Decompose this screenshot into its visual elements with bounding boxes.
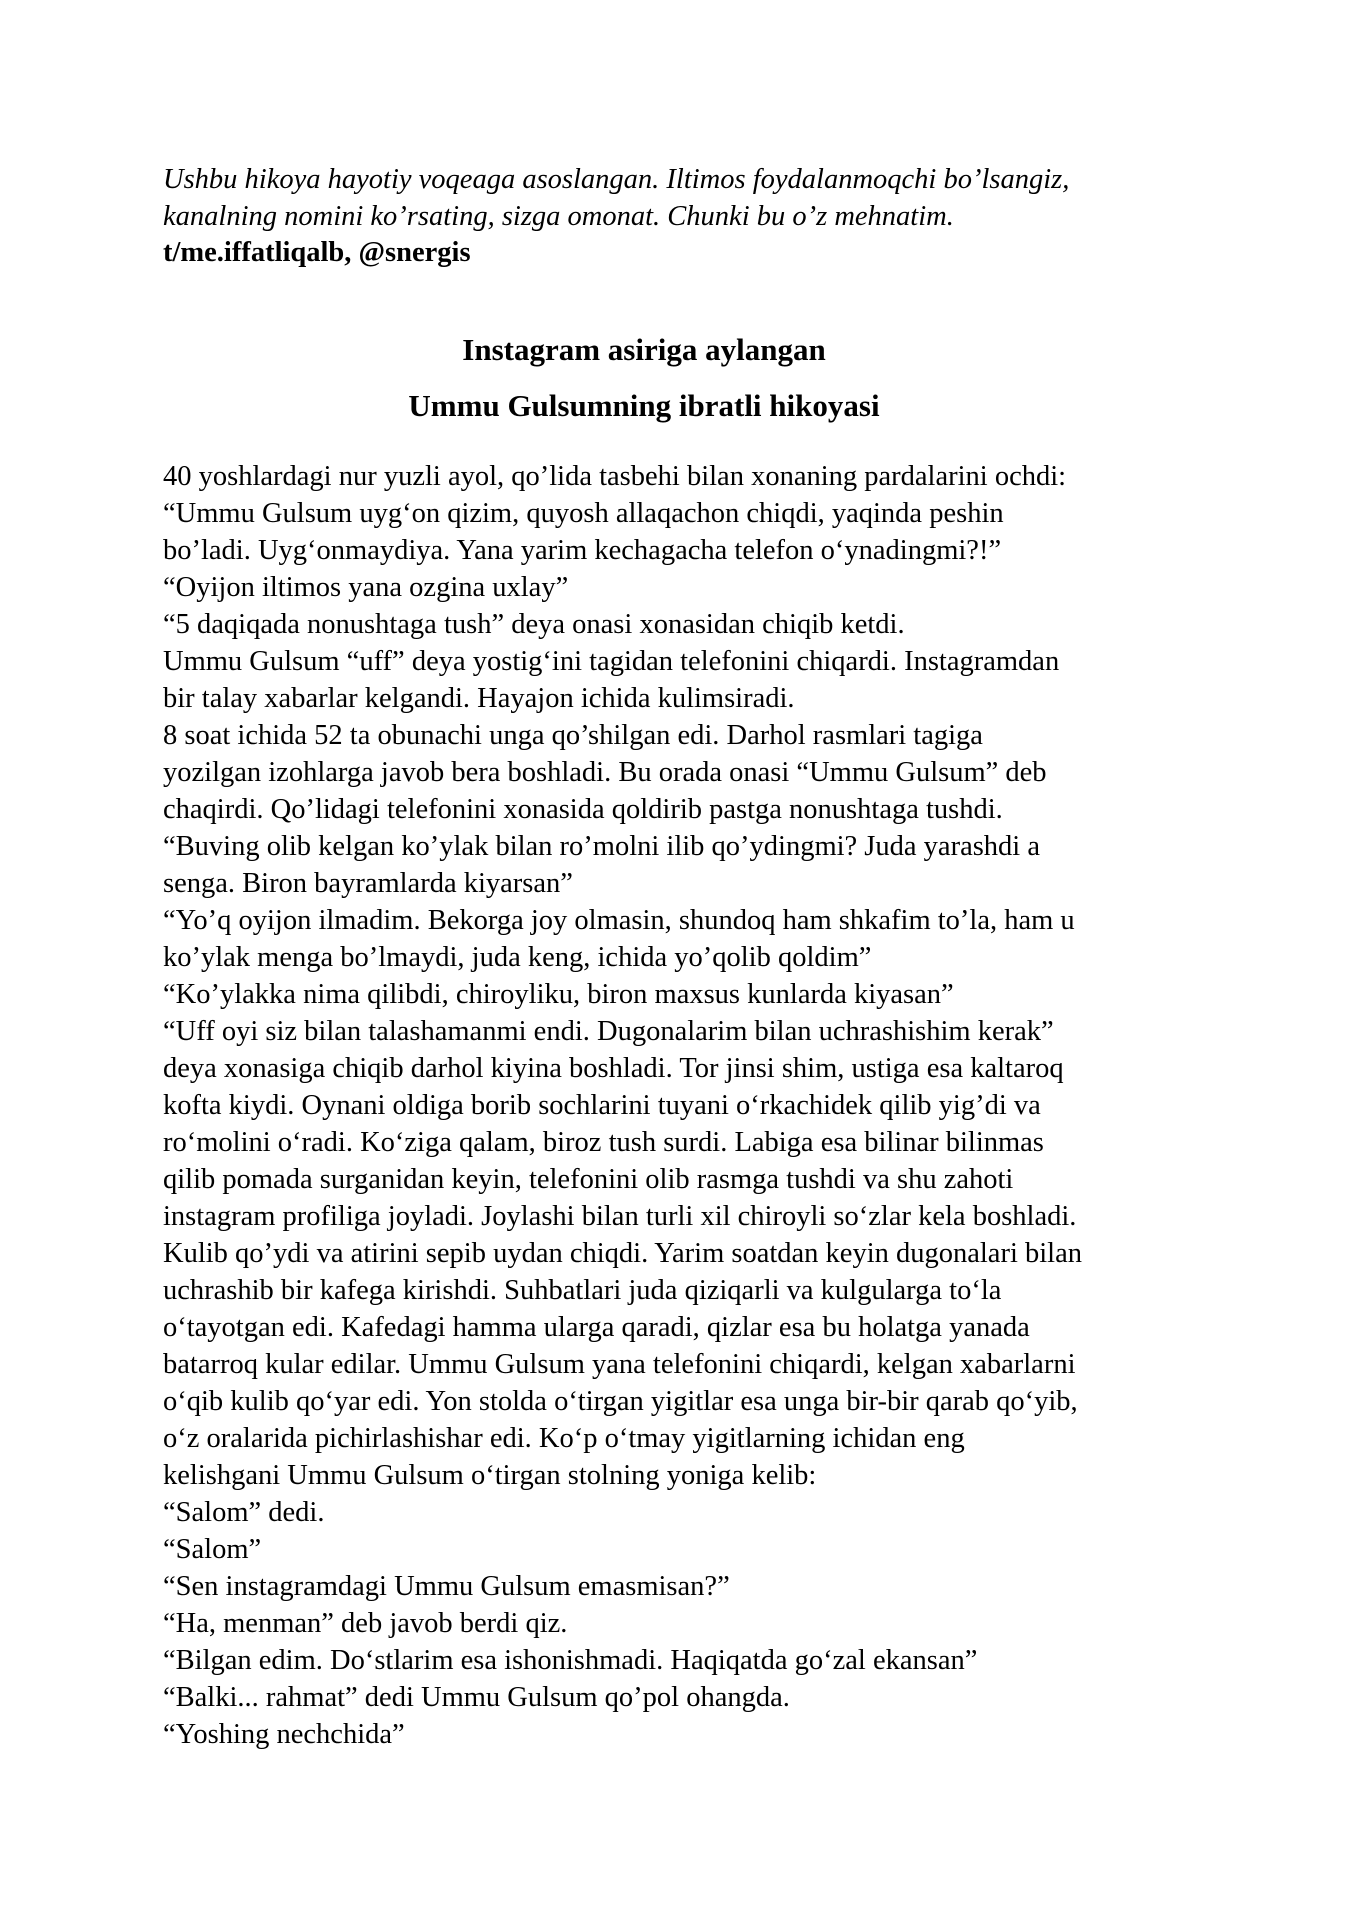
story-line: o‘z oralarida pichirlashishar edi. Ko‘p o‘tmay yigitlarning ichidan eng: [163, 1423, 965, 1454]
story-body: [163, 458, 1243, 1753]
story-line: “Salom” dedi.: [163, 1497, 325, 1528]
story-line: “Yoshing nechchida”: [163, 1719, 405, 1750]
story-line: “Uff oyi siz bilan talashamanmi endi. Dugonalarim bilan uchrashishim kerak”: [163, 1016, 1054, 1047]
story-line: “Yo’q oyijon ilmadim. Bekorga joy olmasin, shundoq ham shkafim to’la, ham u: [163, 905, 1075, 936]
story-line: bo’ladi. Uyg‘onmaydiya. Yana yarim kechagacha telefon o‘ynadingmi?!”: [163, 535, 1002, 566]
story-line: “Oyijon iltimos yana ozgina uxlay”: [163, 572, 569, 603]
story-line: bir talay xabarlar kelgandi. Hayajon ichida kulimsiradi.: [163, 683, 795, 714]
story-line: “Ha, menman” deb javob berdi qiz.: [163, 1608, 568, 1639]
story-line: instagram profiliga joyladi. Joylashi bilan turli xil chiroyli so‘zlar kela boshladi.: [163, 1201, 1077, 1232]
story-line: senga. Biron bayramlarda kiyarsan”: [163, 868, 573, 899]
story-line: “5 daqiqada nonushtaga tush” deya onasi xonasidan chiqib ketdi.: [163, 609, 905, 640]
story-line: 40 yoshlardagi nur yuzli ayol, qo’lida tasbehi bilan xonaning pardalarini ochdi:: [163, 461, 1067, 492]
story-line: “Ummu Gulsum uyg‘on qizim, quyosh allaqachon chiqdi, yaqinda peshin: [163, 498, 1004, 529]
story-title: [163, 322, 1125, 434]
title-line-1: Instagram asiriga aylangan: [462, 332, 826, 367]
story-line: “Buving olib kelgan ko’ylak bilan ro’molni ilib qo’ydingmi? Juda yarashdi a: [163, 831, 1041, 862]
story-line: batarroq kular edilar. Ummu Gulsum yana telefonini chiqardi, kelgan xabarlarni: [163, 1349, 1076, 1380]
intro-note: Ushbu hikoya hayotiy voqeaga asoslangan. Iltimos foydalanmoqchi bo’lsangiz, kanalning nomini ko’rsating, sizga omonat. Chunki bu o’z mehnatim.: [163, 164, 1070, 232]
story-line: “Sen instagramdagi Ummu Gulsum emasmisan?”: [163, 1571, 730, 1602]
story-line: o‘qib kulib qo‘yar edi. Yon stolda o‘tirgan yigitlar esa unga bir-bir qarab qo‘yib,: [163, 1386, 1078, 1417]
story-line: 8 soat ichida 52 ta obunachi unga qo’shilgan edi. Darhol rasmlari tagiga: [163, 720, 983, 751]
story-line: Ummu Gulsum “uff” deya yostig‘ini tagidan telefonini chiqardi. Instagramdan: [163, 646, 1060, 677]
story-line: chaqirdi. Qo’lidagi telefonini xonasida qoldirib pastga nonushtaga tushdi.: [163, 794, 1003, 825]
story-line: “Ko’ylakka nima qilibdi, chiroyliku, biron maxsus kunlarda kiyasan”: [163, 979, 954, 1010]
story-line: kofta kiydi. Oynani oldiga borib sochlarini tuyani o‘rkachidek qilib yig’di va: [163, 1090, 1041, 1121]
document-header: [163, 162, 1223, 272]
story-line: “Balki... rahmat” dedi Ummu Gulsum qo’pol ohangda.: [163, 1682, 790, 1713]
channel-links: t/me.iffatliqalb, @snergis: [163, 237, 471, 268]
story-line: “Bilgan edim. Do‘stlarim esa ishonishmadi. Haqiqatda go‘zal ekansan”: [163, 1645, 978, 1676]
story-line: qilib pomada surganidan keyin, telefonini olib rasmga tushdi va shu zahoti: [163, 1164, 1014, 1195]
story-line: uchrashib bir kafega kirishdi. Suhbatlari juda qiziqarli va kulgularga to‘la: [163, 1275, 1002, 1306]
title-line-2: Ummu Gulsumning ibratli hikoyasi: [408, 388, 880, 423]
story-line: ro‘molini o‘radi. Ko‘ziga qalam, biroz tush surdi. Labiga esa bilinar bilinmas: [163, 1127, 1044, 1158]
story-line: yozilgan izohlarga javob bera boshladi. Bu orada onasi “Ummu Gulsum” deb: [163, 757, 1047, 788]
story-line: o‘tayotgan edi. Kafedagi hamma ularga qaradi, qizlar esa bu holatga yanada: [163, 1312, 1030, 1343]
story-line: deya xonasiga chiqib darhol kiyina boshladi. Tor jinsi shim, ustiga esa kaltaroq: [163, 1053, 1064, 1084]
story-line: kelishgani Ummu Gulsum o‘tirgan stolning yoniga kelib:: [163, 1460, 817, 1491]
story-line: “Salom”: [163, 1534, 262, 1565]
story-line: ko’ylak menga bo’lmaydi, juda keng, ichida yo’qolib qoldim”: [163, 942, 872, 973]
story-line: Kulib qo’ydi va atirini sepib uydan chiqdi. Yarim soatdan keyin dugonalari bilan: [163, 1238, 1082, 1269]
